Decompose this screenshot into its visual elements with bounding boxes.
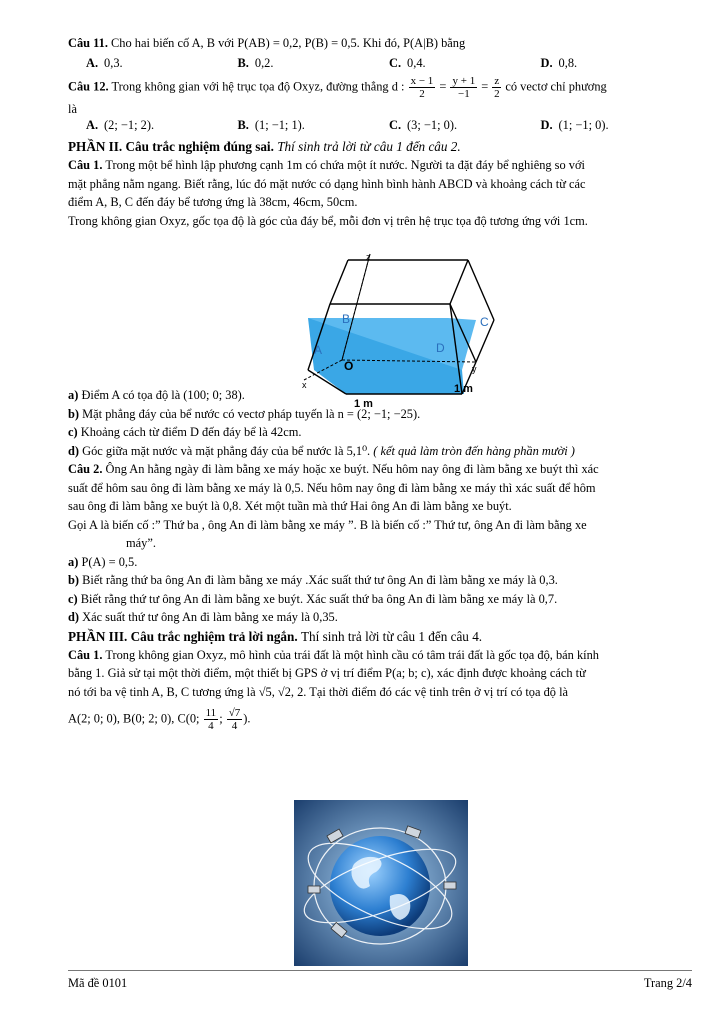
- fraction: $\frac{y + 1}{-1}$: [452, 74, 476, 100]
- option-b: B. 0,2.: [237, 55, 274, 70]
- fraction: $\frac{z}{2}$: [494, 74, 500, 100]
- problem-1: Câu 1. Trong một bể hình lập phương cạnh 1m có chứa một ít nước. Người ta đặt đáy bể nghiêng so với: [68, 158, 585, 172]
- problem-text: mặt phẳng nằm ngang. Biết rằng, lúc đó mặt nước có dạng hình bình hành ABCD và khoảng cách từ các: [68, 176, 586, 191]
- z-axis-label: z: [366, 252, 371, 262]
- point-a-label: A: [314, 343, 323, 357]
- fraction: $\frac{x - 1}{2}$: [410, 74, 434, 100]
- y-axis-label: y: [472, 364, 477, 374]
- edge-length-label: 1 m: [454, 383, 473, 395]
- problem-1: Câu 1. Trong không gian Oxyz, mô hình của trái đất là một hình cầu có tâm trái đất là gốc tọa độ, bán kính: [68, 647, 599, 662]
- option-a: A. 0,3.: [86, 55, 123, 70]
- problem-text: Trong không gian Oxyz, gốc tọa độ là góc của đáy bể, mỗi đơn vị trên hệ trục tọa độ tương ứng với 1cm.: [68, 213, 588, 228]
- problem-text: điểm A, B, C đến đáy bể tương ứng là 38cm, 46cm, 50cm.: [68, 195, 358, 209]
- problem-text: nó tới ba vệ tinh A, B, C tương ứng là √5, √2, 2. Tại thời điểm đó các vệ tinh trên ở vị trí có tọa độ là: [68, 684, 569, 699]
- problem-text: máy”.: [126, 536, 156, 550]
- earth-satellite-figure: [294, 800, 468, 966]
- problem-text: sau ông đi làm bằng xe buýt là 0,8. Xét một tuần mà thứ Hai ông An đi làm bằng xe buýt.: [68, 499, 512, 513]
- point-c-label: C: [480, 315, 489, 329]
- statement-d: d) Xác suất thứ tư ông An đi làm bằng xe máy là 0,35.: [68, 610, 338, 624]
- answer-options: [86, 118, 692, 133]
- problem-text: Gọi A là biến cố :” Thứ ba , ông An đi làm bằng xe máy ”. B là biến cố :” Thứ tư, ông An đi làm bằng xe: [68, 517, 587, 532]
- statement-c: c) Biết rằng thứ tư ông An đi làm bằng xe buýt. Xác suất thứ ba ông An đi làm bằng xe máy là 0,7.: [68, 591, 558, 606]
- statement-b: b) Mặt phẳng đáy của bể nước có vectơ pháp tuyến là n = (2; −1; −25).: [68, 406, 421, 421]
- option-b: B. (1; −1; 1).: [237, 118, 305, 132]
- problem-2: Câu 2. Ông An hằng ngày đi làm bằng xe máy hoặc xe buýt. Nếu hôm nay ông đi làm bằng xe buýt thì xác: [68, 462, 599, 476]
- origin-label: O: [344, 359, 354, 373]
- answer-options: [86, 56, 692, 71]
- option-c: C. (3; −1; 0).: [389, 118, 458, 132]
- fraction: $\frac{√7}{4}$: [228, 707, 241, 732]
- question-text-cont: là: [68, 101, 77, 116]
- statement-d: d) Góc giữa mặt nước và mặt phẳng đáy của bể nước là 5,1⁰. ( kết quả làm tròn đến hàng phần mười ): [68, 443, 575, 458]
- satellite-icon: [444, 882, 456, 889]
- page-footer: [68, 970, 692, 990]
- statement-a: a) P(A) = 0,5.: [68, 554, 138, 569]
- question-label: Câu 11.: [68, 36, 108, 50]
- edge-length-label: 1 m: [354, 398, 373, 408]
- exam-code: Mã đề 0101: [68, 976, 128, 990]
- option-c: C. 0,4.: [389, 55, 426, 70]
- earth-globe: [330, 836, 430, 936]
- fraction: $\frac{11}{4}$: [205, 707, 217, 732]
- statement-a: a) Điểm A có tọa độ là (100; 0; 38).: [68, 388, 245, 402]
- statement-c: c) Khoảng cách từ điểm D đến đáy bể là 42cm.: [68, 425, 302, 439]
- problem-text: A(2; 0; 0), B(0; 2; 0), C(0; $\frac{11}{4}$ ; $\frac{√7}{4}$ ).: [68, 707, 251, 732]
- problem-text: bằng 1. Giả sử tại một thời điểm, một thiết bị GPS ở vị trí điểm P(a; b; c), xác định được khoảng cách từ: [68, 666, 586, 680]
- x-axis-label: x: [302, 380, 307, 390]
- problem-text: suất để hôm sau ông đi làm bằng xe máy là 0,5. Nếu hôm nay ông đi làm bằng xe máy thì xác suất để hôm: [68, 480, 596, 495]
- point-b-label: B: [342, 312, 351, 326]
- question-11: [68, 34, 692, 53]
- page-number: Trang 2/4: [643, 976, 692, 990]
- satellite-icon: [308, 886, 320, 893]
- option-d: D. 0,8.: [540, 55, 578, 70]
- option-a: A. (2; −1; 2).: [86, 118, 155, 132]
- statement-b: b) Biết rằng thứ ba ông An đi làm bằng xe máy .Xác suất thứ tư ông An đi làm bằng xe máy là 0,3.: [68, 573, 558, 587]
- option-d: D. (1; −1; 0).: [540, 118, 609, 132]
- point-d-label: D: [436, 341, 445, 355]
- cube-water-figure: [286, 250, 506, 408]
- question-12: Câu 12. Trong không gian với hệ trục tọa độ Oxyz, đường thẳng d : $\frac{x - 1}{2}$ = $\frac{y + 1}{-1}$ = $\frac{z}{2}$ có vectơ chỉ phương: [68, 74, 607, 100]
- section-heading: PHẦN III. Câu trắc nghiệm trả lời ngắn. Thí sinh trả lời từ câu 1 đến câu 4.: [68, 628, 483, 644]
- question-label: Câu 12.: [68, 78, 109, 93]
- question-text: Cho hai biến cố A, B với P(AB) = 0,2, P(B) = 0,5. Khi đó, P(A|B) bằng: [111, 36, 466, 50]
- section-heading: PHẦN II. Câu trắc nghiệm đúng sai. Thí sinh trả lời từ câu 1 đến câu 2.: [68, 139, 461, 154]
- question-text: Trong không gian với hệ trục tọa độ Oxyz, đường thẳng d :: [111, 78, 405, 93]
